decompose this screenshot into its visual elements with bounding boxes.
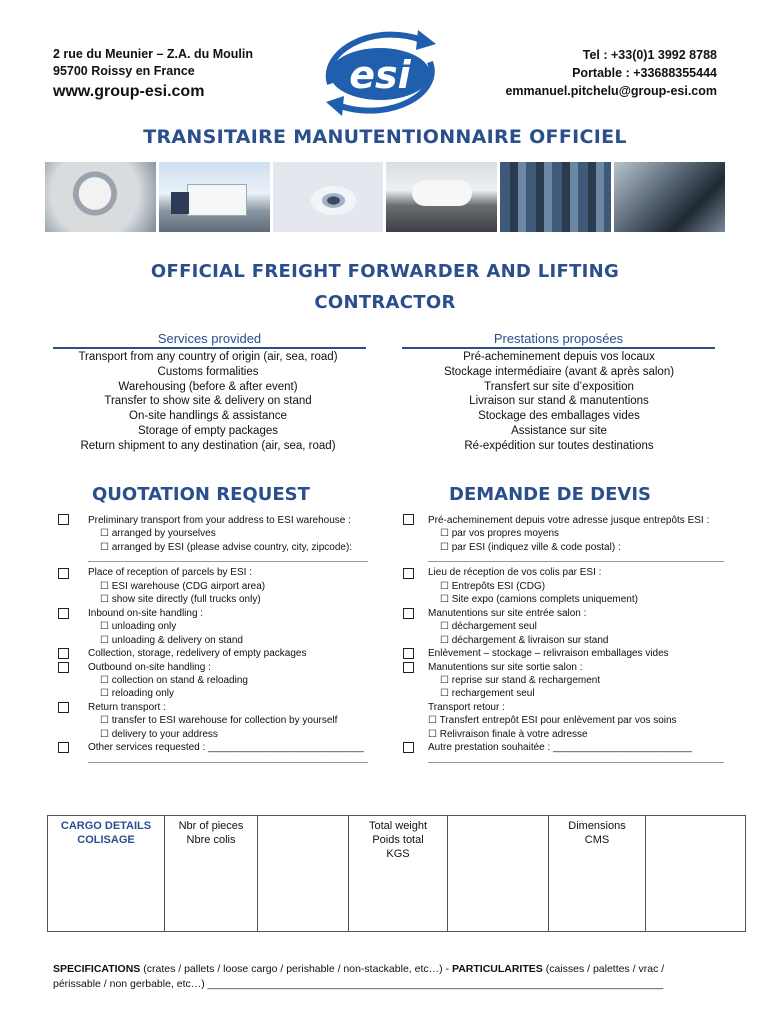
return-label: Return transport : bbox=[88, 701, 166, 713]
esi-logo-icon bbox=[312, 22, 448, 122]
place-label: Lieu de réception de vos colis par ESI : bbox=[428, 567, 602, 579]
service-item: Return shipment to any destination (air, sea, road) bbox=[80, 439, 336, 452]
services-list-en bbox=[43, 350, 373, 454]
service-item: Ré-expédition sur toutes destinations bbox=[464, 439, 654, 452]
address-input-line[interactable] bbox=[88, 554, 368, 562]
place-checkbox-fr[interactable] bbox=[403, 568, 414, 579]
dimensions-value-cell[interactable] bbox=[646, 816, 745, 931]
option[interactable]: ☐ unloading only bbox=[100, 621, 177, 633]
quotation-column-fr bbox=[428, 514, 724, 767]
preliminary-label: Pré-acheminement depuis votre adresse jusque entrepôts ESI : bbox=[428, 515, 710, 526]
option[interactable]: ☐ Entrepôts ESI (CDG) bbox=[440, 580, 546, 592]
inbound-label: Manutentions sur site entrée salon : bbox=[428, 607, 587, 619]
cargo-label-cell bbox=[48, 816, 165, 931]
option[interactable]: ☐ par vos propres moyens bbox=[440, 528, 560, 540]
specifications-line-2: périssable / non gerbable, etc…) ______________________________________________________________________________ bbox=[53, 978, 664, 990]
other-services-line[interactable] bbox=[88, 755, 368, 763]
pieces-label-en: Nbr of pieces bbox=[178, 820, 244, 832]
service-item: Stockage des emballages vides bbox=[478, 410, 640, 423]
service-item: Transfer to show site & delivery on stand bbox=[104, 395, 312, 408]
address-line-2: 95700 Roissy en France bbox=[53, 64, 195, 78]
stopwatch-photo bbox=[45, 162, 156, 232]
truck-photo bbox=[159, 162, 270, 232]
services-list-fr bbox=[394, 350, 724, 454]
weight-label-fr: Poids total bbox=[372, 834, 424, 846]
specifications-text: (crates / pallets / loose cargo / perishable / non-stackable, etc…) - bbox=[140, 963, 452, 975]
option[interactable]: ☐ rechargement seul bbox=[440, 688, 535, 700]
website-link[interactable]: www.group-esi.com bbox=[53, 83, 205, 100]
outbound-checkbox-en[interactable] bbox=[58, 662, 69, 673]
service-item: Assistance sur site bbox=[511, 424, 607, 437]
collection-checkbox-en[interactable] bbox=[58, 648, 69, 659]
other-services-field[interactable]: Autre prestation souhaitée : _________________________ bbox=[428, 742, 693, 754]
weight-value-cell[interactable] bbox=[448, 816, 549, 931]
preliminary-label: Preliminary transport from your address to ESI warehouse : bbox=[88, 515, 351, 526]
quotation-heading-en: QUOTATION REQUEST bbox=[92, 484, 310, 505]
inbound-checkbox-fr[interactable] bbox=[403, 608, 414, 619]
option[interactable]: ☐ reprise sur stand & rechargement bbox=[440, 674, 601, 686]
pieces-value-cell[interactable] bbox=[258, 816, 349, 931]
option[interactable]: ☐ déchargement seul bbox=[440, 621, 537, 633]
weight-header-cell bbox=[349, 816, 448, 931]
specifications-field[interactable] bbox=[53, 962, 743, 992]
exhibition-hall-photo bbox=[614, 162, 725, 232]
dimensions-unit: CMS bbox=[584, 834, 610, 846]
title-english-line2: CONTRACTOR bbox=[314, 292, 456, 313]
option[interactable]: ☐ show site directly (full trucks only) bbox=[100, 594, 261, 606]
cargo-label-en: CARGO DETAILS bbox=[60, 820, 152, 832]
option[interactable]: ☐ Site expo (camions complets uniquement) bbox=[440, 594, 638, 606]
mobile-phone: Portable : +33688355444 bbox=[572, 66, 717, 80]
other-checkbox-en[interactable] bbox=[58, 742, 69, 753]
preliminary-checkbox-fr[interactable] bbox=[403, 514, 414, 525]
collection-label: Collection, storage, redelivery of empty packages bbox=[88, 648, 307, 660]
photo-strip bbox=[45, 162, 725, 232]
dimensions-header-cell bbox=[549, 816, 646, 931]
quotation-column-en bbox=[88, 514, 368, 767]
option[interactable]: ☐ transfer to ESI warehouse for collection by yourself bbox=[100, 715, 338, 727]
option[interactable]: ☐ Transfert entrepôt ESI pour enlèvement par vos soins bbox=[428, 715, 677, 727]
option[interactable]: ☐ déchargement & livraison sur stand bbox=[440, 634, 609, 646]
other-services-field[interactable]: Other services requested : ____________________________ bbox=[88, 742, 364, 754]
weight-label-en: Total weight bbox=[368, 820, 428, 832]
option[interactable]: ☐ Relivraison finale à votre adresse bbox=[428, 728, 588, 740]
specifications-label: SPECIFICATIONS bbox=[53, 963, 141, 975]
services-heading-fr: Prestations proposées bbox=[402, 331, 715, 349]
service-item: Transfert sur site d’exposition bbox=[484, 380, 634, 393]
contact-info bbox=[505, 46, 717, 100]
option[interactable]: ☐ arranged by ESI (please advise country, city, zipcode): bbox=[100, 541, 353, 553]
service-item: Warehousing (before & after event) bbox=[118, 380, 298, 393]
return-checkbox-en[interactable] bbox=[58, 702, 69, 713]
service-item: Transport from any country of origin (air, sea, road) bbox=[78, 351, 338, 363]
option[interactable]: ☐ par ESI (indiquez ville & code postal) : bbox=[440, 541, 621, 553]
option[interactable]: ☐ unloading & delivery on stand bbox=[100, 634, 243, 646]
warehouse-photo bbox=[500, 162, 611, 232]
services-heading-en: Services provided bbox=[53, 331, 366, 349]
title-english-line1: OFFICIAL FREIGHT FORWARDER AND LIFTING bbox=[150, 261, 620, 282]
logo-text: esi bbox=[349, 53, 411, 97]
other-checkbox-fr[interactable] bbox=[403, 742, 414, 753]
option[interactable]: ☐ reloading only bbox=[100, 688, 175, 700]
cargo-details-table bbox=[47, 815, 746, 932]
address-input-line[interactable] bbox=[428, 554, 724, 562]
telephone: Tel : +33(0)1 3992 8788 bbox=[582, 48, 717, 62]
title-french: TRANSITAIRE MANUTENTIONNAIRE OFFICIEL bbox=[143, 126, 627, 148]
service-item: Livraison sur stand & manutentions bbox=[469, 395, 649, 408]
inbound-label: Inbound on-site handling : bbox=[88, 607, 204, 619]
collection-checkbox-fr[interactable] bbox=[403, 648, 414, 659]
option[interactable]: ☐ arranged by yourselves bbox=[100, 528, 216, 540]
service-item: Stockage intermédiaire (avant & après salon) bbox=[443, 365, 675, 378]
particularites-text: (caisses / palettes / vrac / bbox=[542, 963, 665, 975]
cargo-plane-photo bbox=[386, 162, 497, 232]
weight-unit: KGS bbox=[386, 848, 410, 860]
service-item: Storage of empty packages bbox=[138, 424, 278, 437]
outbound-label: Outbound on-site handling : bbox=[88, 661, 211, 673]
return-label: Transport retour : bbox=[428, 701, 505, 713]
service-item: On-site handlings & assistance bbox=[129, 410, 287, 423]
option[interactable]: ☐ collection on stand & reloading bbox=[100, 674, 248, 686]
company-address bbox=[53, 46, 253, 100]
collection-label: Enlèvement – stockage – relivraison emballages vides bbox=[428, 648, 669, 660]
outbound-checkbox-fr[interactable] bbox=[403, 662, 414, 673]
service-item: Customs formalities bbox=[157, 365, 259, 378]
eye-photo bbox=[273, 162, 384, 232]
inbound-checkbox-en[interactable] bbox=[58, 608, 69, 619]
outbound-label: Manutentions sur site sortie salon : bbox=[428, 661, 583, 673]
quotation-heading-fr: DEMANDE DE DEVIS bbox=[449, 484, 651, 505]
option[interactable]: ☐ delivery to your address bbox=[100, 728, 218, 740]
address-line-1: 2 rue du Meunier – Z.A. du Moulin bbox=[53, 47, 254, 61]
particularites-label: PARTICULARITES bbox=[451, 963, 543, 975]
email-link[interactable]: emmanuel.pitchelu@group-esi.com bbox=[505, 84, 717, 98]
other-services-line[interactable] bbox=[428, 755, 724, 763]
title-english bbox=[0, 256, 770, 318]
option[interactable]: ☐ ESI warehouse (CDG airport area) bbox=[100, 580, 266, 592]
place-checkbox-en[interactable] bbox=[58, 568, 69, 579]
dimensions-label: Dimensions bbox=[568, 820, 626, 832]
service-item: Pré-acheminement depuis vos locaux bbox=[463, 351, 655, 363]
pieces-header-cell bbox=[165, 816, 258, 931]
cargo-label-fr: COLISAGE bbox=[77, 834, 135, 846]
preliminary-checkbox-en[interactable] bbox=[58, 514, 69, 525]
place-label: Place of reception of parcels by ESI : bbox=[88, 567, 252, 579]
pieces-label-fr: Nbre colis bbox=[186, 834, 236, 846]
